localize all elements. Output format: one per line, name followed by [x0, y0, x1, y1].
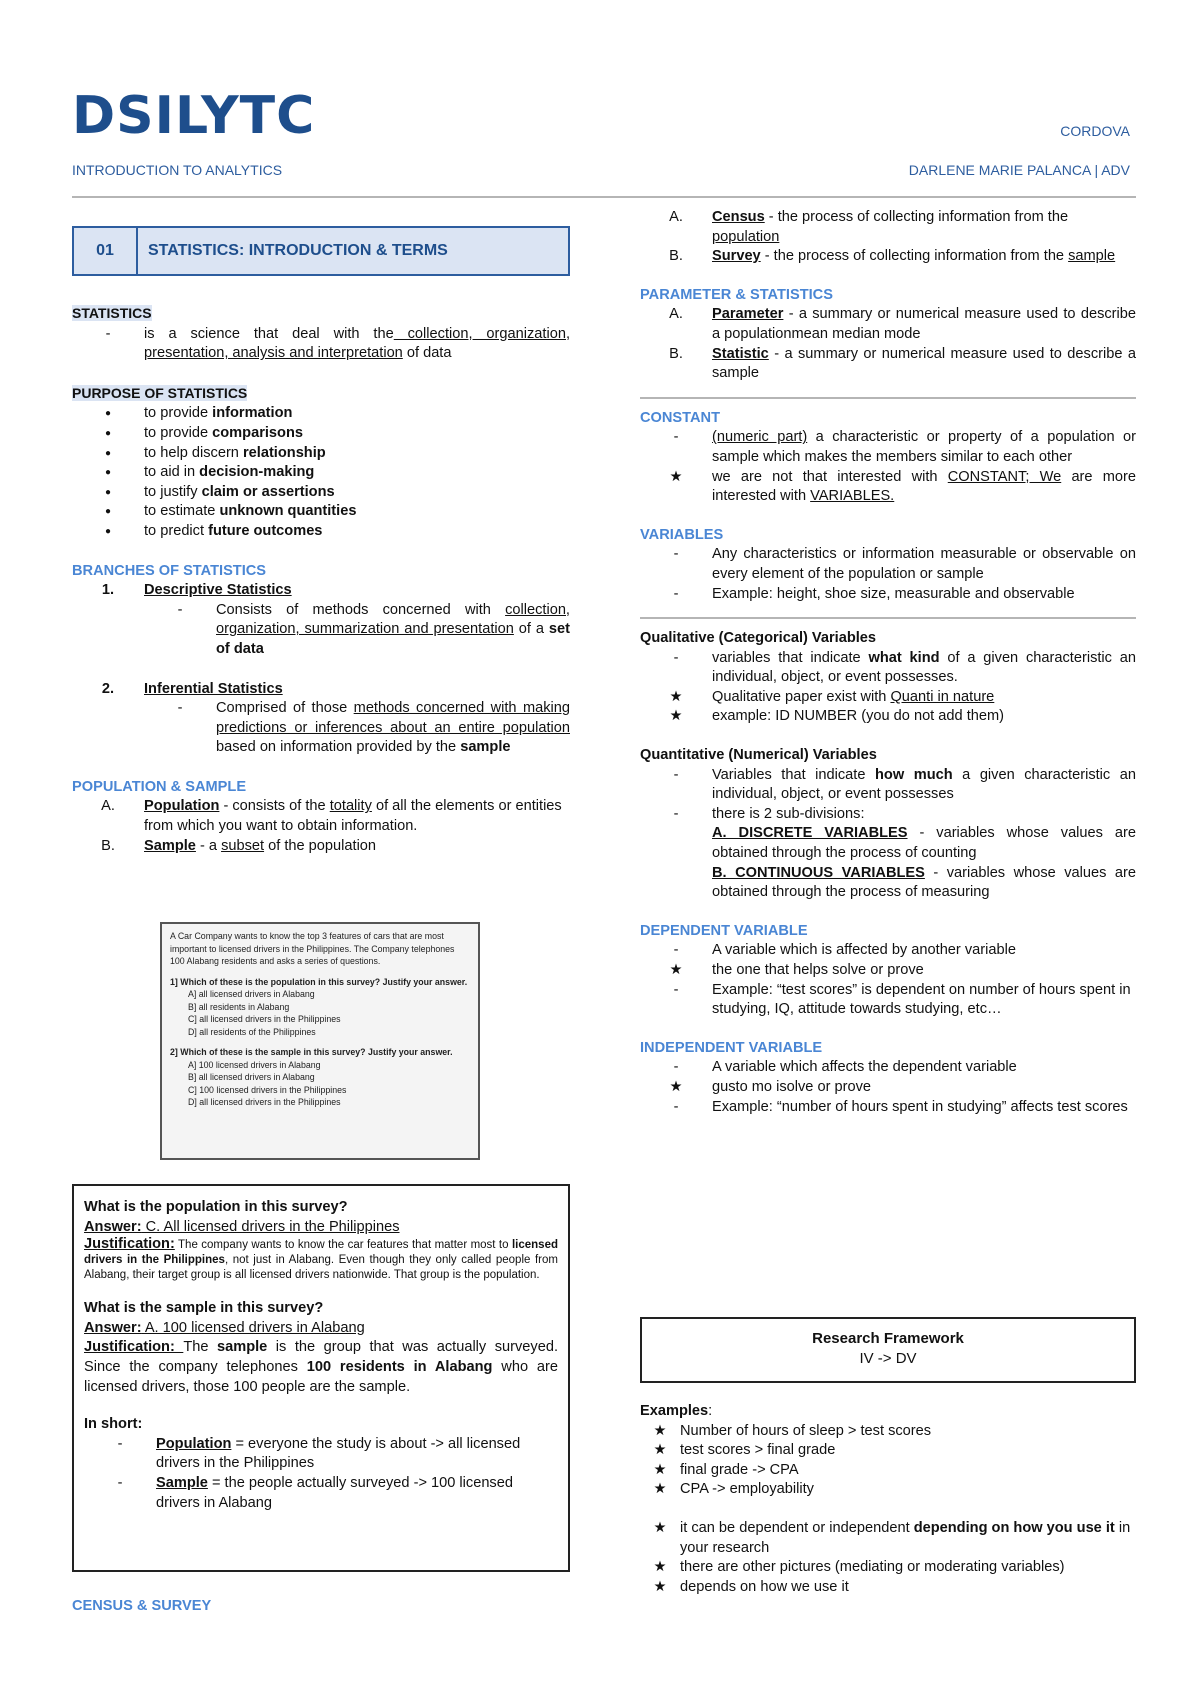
list-item: ● to estimate unknown quantities [104, 503, 357, 520]
examples-label: Examples [640, 1403, 709, 1419]
quantitative-heading: Quantitative (Numerical) Variables [640, 747, 877, 764]
list-item: ● to aid in decision-making [104, 464, 315, 481]
list-item: - there is 2 sub-divisions: A. DISCRETE VARIABLES - variables whose values are obtained through the process of counting B. CONTINUOUS VARIABLES - variables whose values are obtained through the process of measuring [673, 805, 1136, 901]
list-item: 1. Descriptive Statistics [72, 581, 570, 601]
list-item: B. Statistic - a summary or numerical measure used to describe a sample [669, 345, 1136, 382]
list-item: ● to justify claim or assertions [104, 483, 335, 500]
list-item: - Consists of methods concerned with collection, organization, summarization and presentation of a set of data [177, 601, 570, 657]
branches-heading: BRANCHES OF STATISTICS [72, 562, 267, 579]
list-item: ★ it can be dependent or independent depending on how you use it in your research [653, 1519, 1131, 1556]
list-item: ● to help discern relationship [104, 444, 326, 461]
list-item: ★ depends on how we use it [653, 1578, 849, 1595]
purpose-heading: PURPOSE OF STATISTICS [72, 384, 248, 401]
list-item: - A variable which affects the dependent variable [673, 1059, 1017, 1076]
right-column [640, 208, 1136, 1117]
list-item: ★ there are other pictures (mediating or moderating variables) [653, 1559, 1065, 1576]
list-item: ★ gusto mo isolve or prove [669, 1078, 871, 1095]
list-item: 2. Inferential Statistics [72, 680, 570, 700]
divider [640, 617, 1136, 619]
list-item: - Any characteristics or information measurable or observable on every element of the population or sample [673, 546, 1136, 582]
list-item: ★ final grade -> CPA [653, 1461, 799, 1478]
list-item: - Variables that indicate how much a given characteristic an individual, object, or event possesses [673, 766, 1136, 803]
list-item: ★ Number of hours of sleep > test scores [653, 1422, 932, 1439]
section-number: 01 [74, 228, 138, 274]
list-item: ● to provide information [104, 405, 293, 422]
constant-heading: CONSTANT [640, 409, 720, 426]
header-divider [72, 196, 1136, 198]
list-item: ● to predict future outcomes [104, 522, 323, 539]
list-item: A. Population - consists of the totality of all the elements or entities from which you want to obtain information. [101, 798, 562, 835]
list-item: - is a science that deal with the collection, organization, presentation, analysis and interpretation of data [105, 325, 570, 362]
list-item: ★ CPA -> employability [653, 1481, 814, 1498]
variables-heading: VARIABLES [640, 526, 724, 543]
section-title: STATISTICS: INTRODUCTION & TERMS [148, 242, 448, 259]
list-item: A. Census - the process of collecting information from the population [669, 209, 1069, 245]
author-name: DARLENE MARIE PALANCA | ADV [908, 162, 1130, 178]
descriptive-title: Descriptive Statistics [144, 582, 292, 599]
section-header [72, 226, 570, 276]
divider [640, 397, 1136, 399]
list-item: - variables that indicate what kind of a given characteristic an individual, object, or event possesses. [673, 649, 1137, 686]
list-item: - Example: height, shoe size, measurable and observable [673, 585, 1075, 602]
parameter-heading: PARAMETER & STATISTICS [640, 286, 833, 303]
survey-question-image: A Car Company wants to know the top 3 features of cars that are most important to licensed drivers in the Philippines. The Company telephones 100 Alabang residents and asks a series of questions. 1] Which of these is the population in this survey? Justify your answer. A] all licensed drivers in Alabang B] all residents in Alabang C] all licensed drivers in the Philippines D] all residents of the Philippines 2] Which of these is the sample in this survey? Justify your answer. A] 100 licensed drivers in Alabang B] all licensed drivers in Alabang C] 100 licensed drivers in the Philippines D] all licensed drivers in the Philippines [160, 922, 480, 1160]
list-item: ★ the one that helps solve or prove [669, 962, 924, 978]
population-sample-heading: POPULATION & SAMPLE [72, 778, 247, 795]
list-item: - Example: “test scores” is dependent on number of hours spent in studying, IQ, attitude towards studying, etc… [673, 981, 1131, 1018]
list-item: B. Survey - the process of collecting information from the sample [669, 248, 1116, 265]
survey-answer-box: What is the population in this survey? Answer: C. All licensed drivers in the Philippines Justification: The company wants to know the car features that matter most to licensed drivers in the Philippines, not just in Alabang. Even though they only called people from Alabang, their target group is all licensed drivers nationwide. That group is the population. What is the sample in this survey? Answer: A. 100 licensed drivers in Alabang Justification: The sample is the group that was actually surveyed. Since the company telephones 100 residents in Alabang who are licensed drivers, those 100 people are the sample. In short: - Population = everyone the study is about -> all licensed drivers in the Philippines - Sample = the people actually surveyed -> 100 licensed drivers in Alabang [72, 1184, 570, 1572]
census-heading: CENSUS & SURVEY [72, 1598, 212, 1614]
list-item: - (numeric part) a characteristic or property of a population or sample which makes the members similar to each other [673, 429, 1136, 465]
left-column [72, 304, 570, 856]
research-framework-box [640, 1317, 1136, 1383]
framework-title: Research Framework [812, 1330, 964, 1347]
list-item: - A variable which is affected by another variable [673, 942, 1016, 959]
list-item: B. Sample - a subset of the population [101, 837, 377, 854]
qualitative-heading: Qualitative (Categorical) Variables [640, 630, 877, 647]
instructor-name: CORDOVA [1060, 123, 1130, 139]
list-item: ★ we are not that interested with CONSTANT; We are more interested with VARIABLES. [669, 468, 1136, 505]
statistics-heading: STATISTICS [72, 305, 152, 321]
dependent-heading: DEPENDENT VARIABLE [640, 922, 808, 939]
independent-heading: INDEPENDENT VARIABLE [640, 1039, 823, 1056]
list-item: ★ example: ID NUMBER (you do not add them) [669, 708, 1004, 725]
list-item: ● to provide comparisons [104, 424, 303, 441]
brand-title: DSILYTC [72, 86, 316, 146]
examples-section: Examples: ★ Number of hours of sleep > test scores ★ test scores > final grade ★ final grade -> CPA ★ CPA -> employability ★ it can be dependent or independent depending on how you use it in your research ★ there are other pictures (mediating or moderating variables) ★ depends on how we use it [640, 1402, 1136, 1597]
course-subtitle: INTRODUCTION TO ANALYTICS [72, 162, 283, 178]
framework-formula: IV -> DV [859, 1350, 917, 1367]
list-item: ★ test scores > final grade [653, 1442, 836, 1459]
list-item: ★ Qualitative paper exist with Quanti in nature [669, 688, 995, 705]
list-item: A. Parameter - a summary or numerical measure used to describe a populationmean median mode [669, 306, 1136, 342]
list-item: - Comprised of those methods concerned with making predictions or inferences about an entire population based on information provided by the sample [177, 700, 570, 756]
list-item: - Example: “number of hours spent in studying” affects test scores [673, 1098, 1128, 1115]
inferential-title: Inferential Statistics [144, 680, 283, 697]
